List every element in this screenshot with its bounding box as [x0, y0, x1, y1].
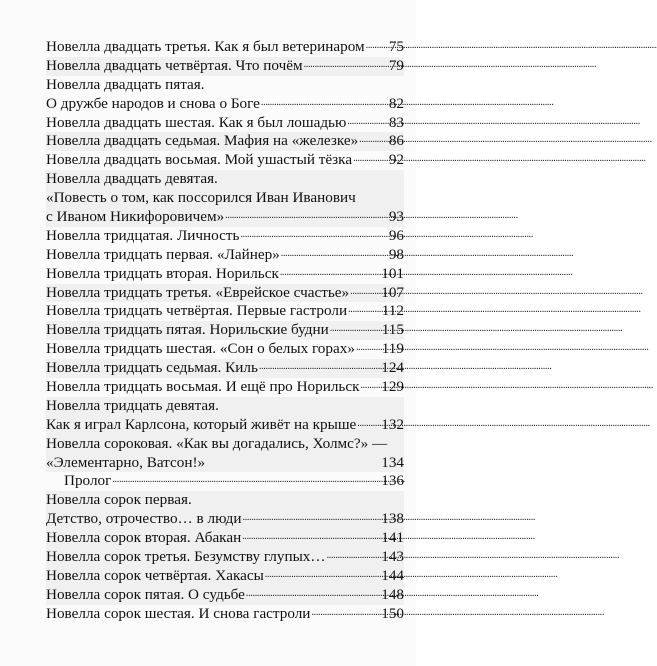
- dot-leader: [348, 299, 381, 320]
- toc-page-number: 96: [388, 226, 404, 244]
- toc-entry-title: Новелла сорок третья. Безумству глупых…: [46, 548, 326, 566]
- toc-entry: [46, 397, 404, 435]
- toc-entry-title: Новелла тридцатая. Личность: [46, 226, 240, 244]
- toc-entry-title: Новелла тридцать четвёртая. Первые гастроли: [46, 302, 348, 320]
- toc-line: [46, 359, 404, 378]
- toc-entry: [46, 378, 404, 397]
- dot-leader: [327, 545, 381, 566]
- toc-page-number: 101: [381, 264, 404, 282]
- toc-page-number: 150: [381, 604, 404, 622]
- toc-entry-title: Новелла тридцать девятая.: [46, 396, 219, 414]
- toc-page-number: 112: [381, 302, 404, 320]
- toc-line: [46, 605, 404, 624]
- dot-leader: [112, 469, 380, 490]
- dot-leader: [243, 507, 381, 528]
- toc-entry-title: с Иваном Никифоровичем»: [46, 208, 225, 226]
- toc-entry: [46, 76, 404, 114]
- toc-entry: [46, 132, 404, 151]
- toc-page-number: 124: [381, 359, 404, 377]
- toc-page-number: 141: [381, 529, 404, 547]
- toc-line: [46, 57, 404, 76]
- dot-leader: [304, 54, 388, 75]
- toc-entry-title: Новелла двадцать девятая.: [46, 170, 218, 188]
- toc-page-number: 148: [381, 585, 404, 603]
- dot-leader: [359, 129, 388, 150]
- dot-leader: [259, 356, 380, 377]
- toc-line: [46, 321, 404, 340]
- dot-leader: [353, 148, 388, 169]
- toc-entry-title: Новелла сорок пятая. О судьбе: [46, 585, 245, 603]
- dot-leader: [240, 224, 387, 245]
- toc-entry-title: Новелла сорок вторая. Абакан: [46, 529, 242, 547]
- toc-entry-title: «Элементарно, Ватсон!»: [46, 453, 206, 471]
- toc-entry: [46, 151, 404, 170]
- toc-entry-title: Новелла тридцать пятая. Норильские будни: [46, 321, 329, 339]
- dot-leader: [281, 243, 388, 264]
- toc-line: [46, 132, 404, 151]
- toc-entry-title: Новелла тридцать третья. «Еврейское счастье»: [46, 283, 350, 301]
- toc-entry-title: Новелла тридцать первая. «Лайнер»: [46, 245, 280, 263]
- toc-entry-title: Новелла сороковая. «Как вы догадались, Холмс?» —: [46, 434, 388, 452]
- toc-entry: [46, 57, 404, 76]
- table-of-contents: [46, 38, 404, 624]
- dot-leader: [366, 35, 388, 56]
- toc-page-number: 134: [381, 453, 404, 471]
- toc-page-number: 86: [388, 132, 404, 150]
- dot-leader: [356, 337, 381, 358]
- toc-page-number: 93: [388, 208, 404, 226]
- dot-leader: [330, 318, 381, 339]
- toc-line: [46, 472, 404, 491]
- toc-entry: [46, 170, 404, 227]
- toc-entry-title: Новелла двадцать шестая. Как я был лошадью: [46, 113, 347, 131]
- toc-entry-title: Новелла сорок шестая. И снова гастроли: [46, 604, 311, 622]
- toc-entry-title: Новелла тридцать восьмая. И ещё про Норильск: [46, 378, 360, 396]
- toc-page-number: 143: [381, 548, 404, 566]
- toc-entry: [46, 491, 404, 529]
- toc-page-number: 79: [388, 56, 404, 74]
- toc-entry-title: Новелла двадцать восьмая. Мой ушастый тёзка: [46, 151, 353, 169]
- toc-page-number: 83: [388, 113, 404, 131]
- toc-line: [46, 151, 404, 170]
- toc-line: [46, 378, 404, 397]
- toc-entry-title: Детство, отрочество… в люди: [46, 510, 242, 528]
- toc-entry-title: О дружбе народов и снова о Боге: [46, 94, 260, 112]
- toc-page-number: 107: [381, 283, 404, 301]
- toc-page-number: 98: [388, 245, 404, 263]
- dot-leader: [225, 205, 388, 226]
- toc-entry-title: Новелла двадцать четвёртая. Что почём: [46, 56, 303, 74]
- toc-entry-title: Новелла сорок первая.: [46, 491, 192, 509]
- toc-entry-title: Новелла тридцать седьмая. Киль: [46, 359, 258, 377]
- toc-entry-title: Новелла тридцать вторая. Норильск: [46, 264, 279, 282]
- toc-entry-title: Как я играл Карлсона, который живёт на крыше: [46, 415, 357, 433]
- toc-page-number: 92: [388, 151, 404, 169]
- toc-line: [46, 397, 404, 416]
- toc-line: [46, 416, 404, 435]
- toc-entry-title: Новелла сорок четвёртая. Хакасы: [46, 566, 264, 584]
- toc-entry-title: Новелла двадцать пятая.: [46, 75, 205, 93]
- dot-leader: [357, 413, 380, 434]
- toc-page-number: 119: [381, 340, 404, 358]
- toc-line: [46, 170, 404, 189]
- toc-line: [46, 114, 404, 133]
- toc-page-number: 129: [381, 378, 404, 396]
- toc-line: [46, 435, 404, 454]
- dot-leader: [242, 526, 380, 547]
- toc-entry: [46, 605, 404, 624]
- toc-entry-title: Пролог: [64, 472, 112, 490]
- toc-page-number: 136: [381, 472, 404, 490]
- dot-leader: [246, 583, 380, 604]
- toc-entry-title: Новелла двадцать третья. Как я был ветеринаром: [46, 38, 365, 55]
- dot-leader: [311, 602, 380, 623]
- dot-leader: [265, 564, 380, 585]
- dot-leader: [350, 281, 380, 302]
- toc-page-number: 132: [381, 415, 404, 433]
- toc-entry: [46, 359, 404, 378]
- toc-entry: [46, 435, 404, 473]
- toc-page-number: 144: [381, 566, 404, 584]
- dot-leader: [280, 262, 380, 283]
- toc-page-number: 75: [388, 38, 404, 55]
- toc-page-number: 115: [381, 321, 404, 339]
- toc-entry: [46, 472, 404, 491]
- toc-entry: [46, 321, 404, 340]
- dot-leader: [360, 375, 380, 396]
- toc-entry: [46, 114, 404, 133]
- toc-entry-title: Новелла двадцать седьмая. Мафия на «железке»: [46, 132, 359, 150]
- dot-leader: [347, 111, 387, 132]
- dot-leader: [261, 92, 388, 113]
- toc-page-number: 82: [388, 94, 404, 112]
- toc-entry-title: «Повесть о том, как поссорился Иван Иванович: [46, 189, 356, 207]
- toc-entry-title: Новелла тридцать шестая. «Сон о белых горах»: [46, 340, 355, 358]
- toc-page-number: 138: [381, 510, 404, 528]
